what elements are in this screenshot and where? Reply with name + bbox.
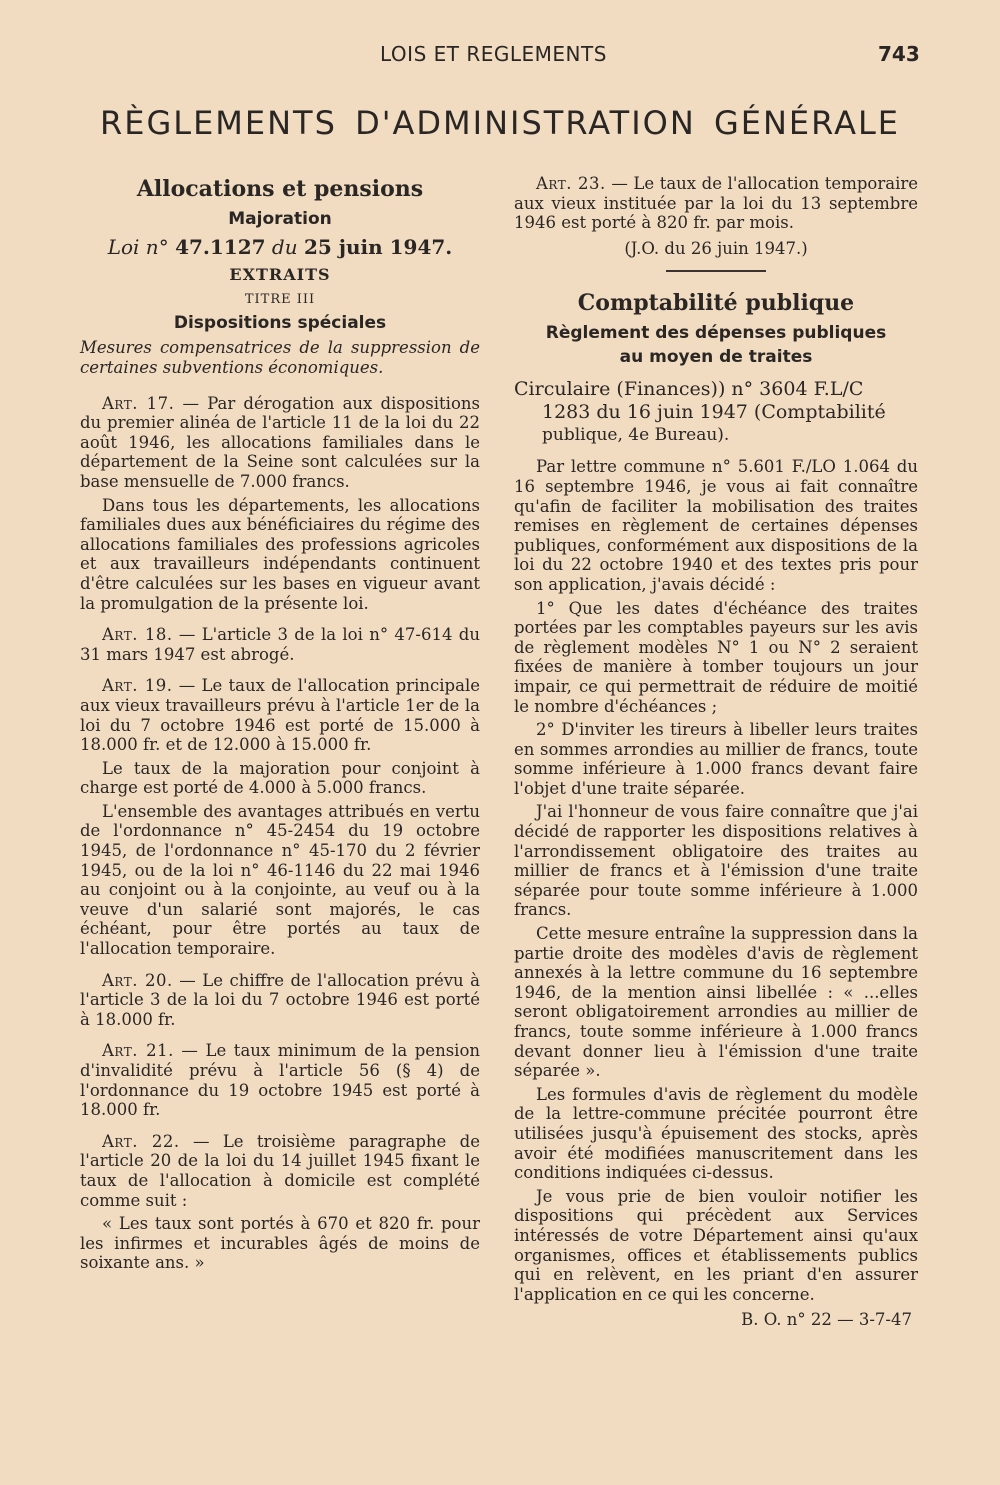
circulaire-paragraph-5: Cette mesure entraîne la suppression dans la partie droite des modèles d'avis de règlement annexés à la lettre commune du 16 septembre 1946, de la mention ainsi libellée : « ...elles seront obligatoirement arrondies au millier de francs, toute somme inférieure à 1.000 francs devant donner lieu à l'émission d'une traite séparée ». bbox=[514, 924, 918, 1081]
loi-du: du bbox=[271, 235, 298, 259]
subsection-majoration: Majoration bbox=[228, 209, 332, 229]
article-text: — Le taux de l'allocation temporaire aux vieux instituée par la loi du 13 septembre 1946 est porté à 820 fr. par mois. bbox=[514, 174, 918, 233]
page-number: 743 bbox=[878, 42, 920, 66]
article-text: — Par dérogation aux dispositions du premier alinéa de l'article 11 de la loi du 22 août 1946, les allocations familiales dans le département de la Seine sont calculées sur la base mensuelle de 7.000 francs. bbox=[80, 393, 480, 491]
circulaire-paragraph-7: Je vous prie de bien vouloir notifier les dispositions qui précèdent aux Services intéressés de votre Département ainsi qu'aux organismes, offices et établissements publics qui en relèvent, en les priant d'en assurer l'application en ce qui les concerne. bbox=[514, 1186, 918, 1304]
article-text: — Le taux minimum de la pension d'invalidité prévu à l'article 56 (§ 4) de l'ordonnance du 19 octobre 1945 est porté à 18.000 fr. bbox=[80, 1041, 481, 1120]
circulaire-paragraph-2: 1° Que les dates d'échéance des traites portées par les comptables payeurs sur les avis de règlement modèles N° 1 ou N° 2 seraient fixées de manière à tomber toujours un jour impair, ce qui permettrait de réduire de moitié le nombre d'échéances ; bbox=[514, 598, 918, 716]
article-18 bbox=[80, 625, 480, 664]
article-label: Art. 23. bbox=[536, 174, 606, 193]
circulaire-line-1: Circulaire (Finances)) n° 3604 F.L/C bbox=[514, 378, 864, 401]
loi-prefix: Loi n° bbox=[107, 235, 169, 259]
titre-label: TITRE III bbox=[244, 292, 316, 307]
circulaire-paragraph-4: J'ai l'honneur de vous faire connaître que j'ai décidé de rapporter les dispositions relatives à l'arrondissement obligatoire des traites au millier de francs et à l'émission d'une traite séparée pour toute somme inférieure à 1.000 francs. bbox=[514, 802, 918, 920]
article-label: Art. 18. bbox=[102, 625, 173, 645]
article-19-paragraph-3: L'ensemble des avantages attribués en vertu de l'ordonnance n° 45-2454 du 19 octobre 1945, de l'ordonnance n° 45-170 du 2 février 1945, ou de la loi n° 46-1146 du 22 mai 1946 au conjoint ou à la conjointe, au veuf ou à la veuve d'un salarié sont majorés, le cas échéant, pour être portés au taux de l'allocation temporaire. bbox=[80, 801, 480, 959]
section-divider bbox=[666, 270, 766, 272]
page-title: RÈGLEMENTS D'ADMINISTRATION GÉNÉRALE bbox=[99, 104, 900, 142]
article-19-paragraph-2: Le taux de la majoration pour conjoint à charge est porté de 4.000 à 5.000 francs. bbox=[80, 758, 480, 798]
article-label: Art. 21. bbox=[102, 1041, 174, 1061]
article-17 bbox=[80, 394, 480, 492]
article-text: — Le taux de l'allocation principale aux vieux travailleurs prévu à l'article 1er de la loi du 7 octobre 1946 est porté de 15.000 à 18.000 fr. et de 12.000 à 15.000 fr. bbox=[80, 676, 480, 755]
article-label: Art. 22. bbox=[102, 1131, 180, 1151]
article-23 bbox=[514, 174, 918, 233]
article-21 bbox=[80, 1041, 480, 1119]
mesures-heading: Mesures compensatrices de la suppression de certaines subventions économiques. bbox=[80, 337, 480, 377]
circulaire-paragraph-1: Par lettre commune n° 5.601 F./LO 1.064 du 16 septembre 1946, je vous ai fait connaître qu'afin de faciliter la mobilisation des traites remises en règlement de certaines dépenses publiques, conformément aux dispositions de la loi du 22 octobre 1940 et des textes pris pour son application, j'avais décidé : bbox=[514, 457, 918, 594]
loi-heading bbox=[80, 234, 480, 260]
extraits-label: EXTRAITS bbox=[229, 265, 331, 284]
article-20 bbox=[80, 971, 480, 1030]
circulaire-paragraph-3: 2° D'inviter les tireurs à libeller leurs traites en sommes arrondies au millier de francs, toute somme inférieure à 1.000 francs devant faire l'objet d'une traite séparée. bbox=[514, 720, 918, 798]
article-17-paragraph: Dans tous les départements, les allocations familiales dues aux bénéficiaires du régime des allocations familiales des professions agricoles et aux travailleurs indépendants continuent d'être calculées sur les bases en vigueur avant la promulgation de la présente loi. bbox=[80, 495, 480, 613]
article-label: Art. 17. bbox=[102, 393, 175, 413]
subsection-line-1: Règlement des dépenses publiques bbox=[545, 323, 887, 344]
section-title-allocations: Allocations et pensions bbox=[136, 176, 424, 202]
section-title-comptabilite: Comptabilité publique bbox=[577, 290, 855, 317]
left-column bbox=[80, 174, 480, 1273]
running-head bbox=[0, 40, 1000, 72]
article-22 bbox=[80, 1132, 480, 1210]
dispositions-heading: Dispositions spéciales bbox=[173, 312, 387, 333]
bulletin-reference: B. O. n° 22 — 3-7-47 bbox=[741, 1310, 912, 1330]
article-text: — L'article 3 de la loi n° 47-614 du 31 mars 1947 est abrogé. bbox=[80, 625, 480, 664]
article-19 bbox=[80, 676, 480, 754]
right-column bbox=[514, 174, 918, 1330]
loi-date: 25 juin 1947. bbox=[303, 235, 453, 259]
subsection-line-2: au moyen de traites bbox=[619, 347, 813, 368]
article-22-quote: « Les taux sont portés à 670 et 820 fr. pour les infirmes et incurables âgés de moins de soixante ans. » bbox=[80, 1214, 480, 1273]
journal-officiel-reference: (J.O. du 26 juin 1947.) bbox=[624, 238, 808, 258]
article-label: Art. 20. bbox=[102, 970, 173, 990]
article-text: — Le chiffre de l'allocation prévu à l'article 3 de la loi du 7 octobre 1946 est porté à 18.000 fr. bbox=[80, 970, 480, 1029]
article-label: Art. 19. bbox=[102, 676, 173, 696]
circulaire-paragraph-6: Les formules d'avis de règlement du modèle de la lettre-commune précitée pourront être utilisées jusqu'à épuisement des stocks, après avoir été modifiées manuscritement dans les conditions indiquées ci-dessus. bbox=[514, 1084, 918, 1183]
circulaire-heading bbox=[514, 378, 918, 447]
loi-number: 47.1127 bbox=[175, 235, 266, 259]
article-text: — Le troisième paragraphe de l'article 20 de la loi du 14 juillet 1945 fixant le taux de l'allocation à domicile est complété comme suit : bbox=[80, 1131, 480, 1210]
circulaire-line-2: 1283 du 16 juin 1947 (Comptabilité bbox=[542, 401, 886, 424]
circulaire-line-3: publique, 4e Bureau). bbox=[542, 425, 730, 446]
running-title: LOIS ET REGLEMENTS bbox=[380, 42, 607, 66]
